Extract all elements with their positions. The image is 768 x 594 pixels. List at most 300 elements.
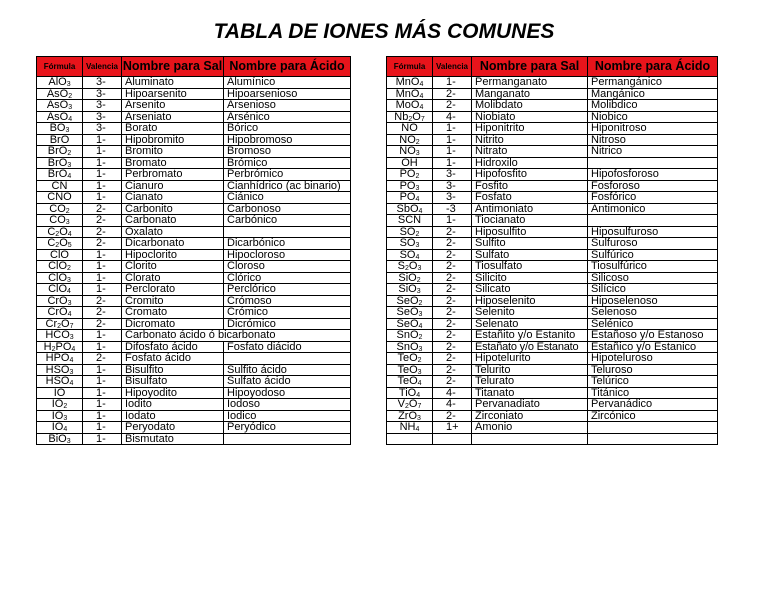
- nombre-sal-cell: Hipotelurito: [472, 353, 588, 365]
- header-valencia: Valencia: [433, 57, 472, 77]
- table-row: [387, 284, 718, 296]
- formula-cell: CNO: [37, 192, 83, 204]
- nombre-sal-cell: Hiponitrito: [472, 123, 588, 135]
- nombre-acido-cell: Cloroso: [224, 261, 351, 273]
- valencia-cell: 1-: [83, 364, 122, 376]
- table-row: [37, 353, 351, 365]
- nombre-acido-cell: Arsenioso: [224, 100, 351, 112]
- table-row: [37, 433, 351, 445]
- formula-cell: $PO_3$: [387, 180, 433, 192]
- table-row: [387, 318, 718, 330]
- nombre-acido-cell: Silícico: [588, 284, 718, 296]
- table-row: [387, 272, 718, 284]
- nombre-acido-cell: Telúrico: [588, 376, 718, 388]
- table-row: [387, 422, 718, 434]
- formula-cell: OH: [387, 157, 433, 169]
- nombre-sal-cell: Fosfato: [472, 192, 588, 204]
- formula-cell: $SO_4$: [387, 249, 433, 261]
- formula-cell: SnO$_2$: [387, 330, 433, 342]
- nombre-acido-cell: Ciánico: [224, 192, 351, 204]
- nombre-acido-cell: Selenoso: [588, 307, 718, 319]
- nombre-acido-cell: Niobico: [588, 111, 718, 123]
- valencia-cell: 1-: [433, 215, 472, 227]
- nombre-acido-cell: Hipobromoso: [224, 134, 351, 146]
- nombre-acido-cell: Perclórico: [224, 284, 351, 296]
- nombre-sal-cell: Peryodato: [122, 422, 224, 434]
- table-row: [37, 284, 351, 296]
- formula-cell: AsO$_4$: [37, 111, 83, 123]
- ion-table-right: [386, 56, 718, 445]
- nombre-sal-cell: Sulfato: [472, 249, 588, 261]
- nombre-acido-cell: Teluroso: [588, 364, 718, 376]
- valencia-cell: 2-: [433, 249, 472, 261]
- formula-cell: $V_2O_7$: [387, 399, 433, 411]
- formula-cell: SCN: [387, 215, 433, 227]
- valencia-cell: 1-: [83, 134, 122, 146]
- nombre-acido-cell: Dicarbónico: [224, 238, 351, 250]
- formula-cell: TiO$_4$: [387, 387, 433, 399]
- formula-cell: $PO_2$: [387, 169, 433, 181]
- valencia-cell: 1-: [83, 399, 122, 411]
- nombre-acido-cell: Titánico: [588, 387, 718, 399]
- nombre-acido-cell: Hiposulfuroso: [588, 226, 718, 238]
- nombre-sal-cell: Niobiato: [472, 111, 588, 123]
- formula-cell: SbO$_4$: [387, 203, 433, 215]
- valencia-cell: 2-: [433, 295, 472, 307]
- formula-cell: SeO$_4$: [387, 318, 433, 330]
- nombre-acido-cell: Hipofosforoso: [588, 169, 718, 181]
- formula-cell: $NO_2$: [387, 134, 433, 146]
- valencia-cell: 1-: [433, 134, 472, 146]
- table-row: [387, 77, 718, 89]
- nombre-acido-cell: Sulfúrico: [588, 249, 718, 261]
- valencia-cell: 2-: [433, 410, 472, 422]
- ion-table-left: [36, 56, 351, 445]
- table-row: [387, 157, 718, 169]
- valencia-cell: 2-: [83, 226, 122, 238]
- formula-cell: $S_2O_3$: [387, 261, 433, 273]
- valencia-cell: 2-: [83, 238, 122, 250]
- formula-cell: TeO$_3$: [387, 364, 433, 376]
- ion-table-left-body: [37, 77, 351, 445]
- nombre-acido-cell: Peryódico: [224, 422, 351, 434]
- formula-cell: $PO_4$: [387, 192, 433, 204]
- formula-cell: SiO$_2$: [387, 272, 433, 284]
- table-row: [37, 215, 351, 227]
- table-row: [37, 261, 351, 273]
- table-row: [387, 249, 718, 261]
- nombre-acido-cell: Iodico: [224, 410, 351, 422]
- valencia-cell: 2-: [433, 100, 472, 112]
- nombre-sal-cell: Dicromato: [122, 318, 224, 330]
- nombre-acido-cell: Sulfuroso: [588, 238, 718, 250]
- table-row: [37, 88, 351, 100]
- table-row: [37, 192, 351, 204]
- nombre-sal-cell: Cianato: [122, 192, 224, 204]
- table-row: [37, 307, 351, 319]
- table-row: [387, 169, 718, 181]
- valencia-cell: 1-: [83, 376, 122, 388]
- valencia-cell: 2-: [433, 88, 472, 100]
- formula-cell: $SO_3$: [387, 238, 433, 250]
- valencia-cell: 1-: [83, 330, 122, 342]
- formula-cell: CrO$_3$: [37, 295, 83, 307]
- formula-cell: ZrO$_3$: [387, 410, 433, 422]
- table-row: [387, 192, 718, 204]
- nombre-acido-cell: Fosfato diácido: [224, 341, 351, 353]
- nombre-sal-cell: Estañito y/o Estanito: [472, 330, 588, 342]
- formula-cell: $C_2O_4$: [37, 226, 83, 238]
- valencia-cell: 2-: [83, 307, 122, 319]
- formula-cell: AsO$_3$: [37, 100, 83, 112]
- valencia-cell: 2-: [433, 261, 472, 273]
- nombre-acido-cell: Hipoarsenioso: [224, 88, 351, 100]
- valencia-cell: [433, 433, 472, 445]
- nombre-acido-cell: Crómico: [224, 307, 351, 319]
- nombre-sal-cell: Hipoyodito: [122, 387, 224, 399]
- nombre-acido-cell: [588, 157, 718, 169]
- valencia-cell: 1-: [83, 433, 122, 445]
- table-row: [387, 399, 718, 411]
- nombre-acido-cell: Hipoyodoso: [224, 387, 351, 399]
- nombre-acido-cell: Mangánico: [588, 88, 718, 100]
- nombre-acido-cell: Crómoso: [224, 295, 351, 307]
- valencia-cell: 1-: [83, 157, 122, 169]
- nombre-sal-cell: Telurito: [472, 364, 588, 376]
- nombre-sal-cell: Molibdato: [472, 100, 588, 112]
- nombre-acido-cell: Fosfórico: [588, 192, 718, 204]
- valencia-cell: 2-: [83, 215, 122, 227]
- valencia-cell: -3: [433, 203, 472, 215]
- table-row: [37, 157, 351, 169]
- valencia-cell: 1-: [83, 180, 122, 192]
- nombre-sal-cell: Hiposelenito: [472, 295, 588, 307]
- nombre-acido-cell: Sulfito ácido: [224, 364, 351, 376]
- table-header-row: [37, 57, 351, 77]
- formula-cell: $IO_2$: [37, 399, 83, 411]
- nombre-sal-cell: Nitrito: [472, 134, 588, 146]
- formula-cell: $H_2PO_4$: [37, 341, 83, 353]
- table-row: [387, 307, 718, 319]
- formula-cell: SnO$_3$: [387, 341, 433, 353]
- table-row: [387, 261, 718, 273]
- nombre-acido-cell: Bromoso: [224, 146, 351, 158]
- nombre-acido-cell: Estañoso y/o Estanoso: [588, 330, 718, 342]
- valencia-cell: 1-: [83, 422, 122, 434]
- valencia-cell: 1-: [433, 77, 472, 89]
- valencia-cell: 3-: [433, 180, 472, 192]
- header-nombre-sal: Nombre para Sal: [472, 57, 588, 77]
- formula-cell: BrO$_2$: [37, 146, 83, 158]
- nombre-sal-cell: Selenato: [472, 318, 588, 330]
- table-row: [387, 353, 718, 365]
- valencia-cell: 2-: [83, 318, 122, 330]
- formula-cell: NO: [387, 123, 433, 135]
- formula-cell: BrO$_4$: [37, 169, 83, 181]
- table-row: [387, 215, 718, 227]
- formula-cell: AsO$_2$: [37, 88, 83, 100]
- valencia-cell: 2-: [433, 330, 472, 342]
- nombre-acido-cell: Arsénico: [224, 111, 351, 123]
- table-row: [37, 100, 351, 112]
- valencia-cell: 2-: [433, 272, 472, 284]
- nombre-sal-cell: Silicito: [472, 272, 588, 284]
- nombre-acido-cell: Perbrómico: [224, 169, 351, 181]
- table-row: [37, 169, 351, 181]
- formula-cell: TeO$_2$: [387, 353, 433, 365]
- formula-cell: MoO$_4$: [387, 100, 433, 112]
- nombre-sal-cell: Estañato y/o Estanato: [472, 341, 588, 353]
- valencia-cell: 3-: [83, 123, 122, 135]
- formula-cell: ClO$_4$: [37, 284, 83, 296]
- valencia-cell: 1-: [83, 192, 122, 204]
- valencia-cell: 1-: [83, 249, 122, 261]
- nombre-sal-cell: Tiocianato: [472, 215, 588, 227]
- valencia-cell: 1-: [83, 341, 122, 353]
- valencia-cell: 1-: [83, 387, 122, 399]
- formula-cell: $IO_4$: [37, 422, 83, 434]
- table-row: [37, 203, 351, 215]
- table-row: [387, 330, 718, 342]
- nombre-acido-cell: Brómico: [224, 157, 351, 169]
- nombre-sal-cell: Manganato: [472, 88, 588, 100]
- nombre-acido-cell: Bórico: [224, 123, 351, 135]
- formula-cell: SeO$_2$: [387, 295, 433, 307]
- nombre-acido-cell: Clórico: [224, 272, 351, 284]
- nombre-acido-cell: Zircónico: [588, 410, 718, 422]
- valencia-cell: 2-: [83, 203, 122, 215]
- nombre-sal-cell: Cromato: [122, 307, 224, 319]
- nombre-acido-cell: Hipocloroso: [224, 249, 351, 261]
- nombre-acido-cell: [224, 433, 351, 445]
- nombre-sal-cell: Iodito: [122, 399, 224, 411]
- nombre-sal-cell: Bismutato: [122, 433, 224, 445]
- table-row: [387, 180, 718, 192]
- table-row: [37, 134, 351, 146]
- nombre-sal-cell: Bromito: [122, 146, 224, 158]
- table-row: [37, 399, 351, 411]
- formula-cell: AlO$_3$: [37, 77, 83, 89]
- formula-cell: ClO$_2$: [37, 261, 83, 273]
- table-row: [387, 146, 718, 158]
- formula-cell: BiO$_3$: [37, 433, 83, 445]
- table-row: [37, 364, 351, 376]
- formula-cell: ClO$_3$: [37, 272, 83, 284]
- header-valencia: Valencia: [83, 57, 122, 77]
- nombre-sal-cell: Hidroxilo: [472, 157, 588, 169]
- nombre-acido-cell: Selénico: [588, 318, 718, 330]
- nombre-sal-cell: Hiposulfito: [472, 226, 588, 238]
- valencia-cell: 2-: [433, 376, 472, 388]
- valencia-cell: 3-: [83, 100, 122, 112]
- table-row: [387, 134, 718, 146]
- formula-cell: CrO$_4$: [37, 307, 83, 319]
- table-row: [37, 272, 351, 284]
- valencia-cell: 2-: [433, 238, 472, 250]
- nombre-sal-cell: Silicato: [472, 284, 588, 296]
- table-row: [387, 433, 718, 445]
- ion-table-right-body: [387, 77, 718, 445]
- nombre-acido-cell: Carbonoso: [224, 203, 351, 215]
- nombre-sal-cell: Amonio: [472, 422, 588, 434]
- formula-cell: $C_2O_5$: [37, 238, 83, 250]
- valencia-cell: 1+: [433, 422, 472, 434]
- header-nombre-sal: Nombre para Sal: [122, 57, 224, 77]
- formula-cell: SiO$_3$: [387, 284, 433, 296]
- table-row: [37, 376, 351, 388]
- page-title: TABLA DE IONES MÁS COMUNES: [213, 20, 555, 43]
- table-row: [37, 249, 351, 261]
- valencia-cell: 3-: [433, 169, 472, 181]
- nombre-sal-cell: Perclorato: [122, 284, 224, 296]
- nombre-acido-cell: [224, 226, 351, 238]
- formula-cell: $HSO_4$: [37, 376, 83, 388]
- nombre-sal-cell: Clorito: [122, 261, 224, 273]
- formula-cell: $NH_4$: [387, 422, 433, 434]
- formula-cell: $Cr_2O_7$: [37, 318, 83, 330]
- nombre-sal-cell: Zirconiato: [472, 410, 588, 422]
- table-row: [387, 364, 718, 376]
- nombre-sal-cell: Nitrato: [472, 146, 588, 158]
- nombre-sal-cell: Cianuro: [122, 180, 224, 192]
- formula-cell: IO: [37, 387, 83, 399]
- nombre-sal-cell: Clorato: [122, 272, 224, 284]
- header-formula: Fórmula: [37, 57, 83, 77]
- table-row: [387, 410, 718, 422]
- header-nombre-acido: Nombre para Ácido: [588, 57, 718, 77]
- valencia-cell: 2-: [433, 318, 472, 330]
- nombre-sal-cell: Bisulfato: [122, 376, 224, 388]
- table-row: [37, 330, 351, 342]
- nombre-acido-cell: [588, 215, 718, 227]
- nombre-sal-cell: Hipoclorito: [122, 249, 224, 261]
- nombre-sal-cell: Fosfato ácido: [122, 353, 224, 365]
- valencia-cell: 2-: [433, 284, 472, 296]
- formula-cell: [387, 433, 433, 445]
- nombre-sal-cell: Iodato: [122, 410, 224, 422]
- valencia-cell: 1-: [433, 146, 472, 158]
- formula-cell: $CO_2$: [37, 203, 83, 215]
- table-header-row: [387, 57, 718, 77]
- nombre-acido-cell: Tiosulfúrico: [588, 261, 718, 273]
- table-row: [37, 77, 351, 89]
- nombre-acido-cell: [224, 353, 351, 365]
- nombre-sal-cell: Carbonato ácido ó bicarbonato: [122, 330, 351, 342]
- nombre-acido-cell: Hiponitroso: [588, 123, 718, 135]
- table-row: [387, 123, 718, 135]
- valencia-cell: 2-: [433, 307, 472, 319]
- nombre-sal-cell: Carbonito: [122, 203, 224, 215]
- valencia-cell: 2-: [83, 295, 122, 307]
- table-row: [387, 341, 718, 353]
- nombre-acido-cell: Nitroso: [588, 134, 718, 146]
- valencia-cell: 1-: [83, 284, 122, 296]
- valencia-cell: 1-: [433, 157, 472, 169]
- table-row: [387, 295, 718, 307]
- formula-cell: MnO$_4$: [387, 77, 433, 89]
- nombre-acido-cell: Antimonico: [588, 203, 718, 215]
- nombre-sal-cell: Carbonato: [122, 215, 224, 227]
- formula-cell: $IO_3$: [37, 410, 83, 422]
- nombre-acido-cell: Nitrico: [588, 146, 718, 158]
- table-row: [37, 341, 351, 353]
- header-nombre-acido: Nombre para Ácido: [224, 57, 351, 77]
- valencia-cell: 1-: [433, 123, 472, 135]
- table-row: [37, 387, 351, 399]
- formula-cell: $HSO_3$: [37, 364, 83, 376]
- valencia-cell: 1-: [83, 261, 122, 273]
- table-row: [37, 295, 351, 307]
- formula-cell: CN: [37, 180, 83, 192]
- nombre-sal-cell: Arseniato: [122, 111, 224, 123]
- nombre-sal-cell: Hipofosfito: [472, 169, 588, 181]
- valencia-cell: 1-: [83, 169, 122, 181]
- valencia-cell: 2-: [433, 226, 472, 238]
- nombre-acido-cell: Alumínico: [224, 77, 351, 89]
- valencia-cell: 4-: [433, 387, 472, 399]
- nombre-sal-cell: Titanato: [472, 387, 588, 399]
- nombre-sal-cell: Arsenito: [122, 100, 224, 112]
- nombre-acido-cell: Sulfato ácido: [224, 376, 351, 388]
- table-row: [37, 146, 351, 158]
- table-row: [37, 422, 351, 434]
- nombre-sal-cell: Telurato: [472, 376, 588, 388]
- nombre-acido-cell: Estañico y/o Estanico: [588, 341, 718, 353]
- nombre-sal-cell: Permanganato: [472, 77, 588, 89]
- table-row: [387, 226, 718, 238]
- table-row: [387, 111, 718, 123]
- nombre-sal-cell: Aluminato: [122, 77, 224, 89]
- nombre-acido-cell: Silicoso: [588, 272, 718, 284]
- formula-cell: $CO_3$: [37, 215, 83, 227]
- valencia-cell: 4-: [433, 111, 472, 123]
- formula-cell: SeO$_3$: [387, 307, 433, 319]
- valencia-cell: 3-: [433, 192, 472, 204]
- nombre-sal-cell: Sulfito: [472, 238, 588, 250]
- nombre-acido-cell: Permangánico: [588, 77, 718, 89]
- table-row: [37, 318, 351, 330]
- table-row: [387, 203, 718, 215]
- table-row: [37, 123, 351, 135]
- nombre-acido-cell: Molibdico: [588, 100, 718, 112]
- valencia-cell: 2-: [433, 341, 472, 353]
- formula-cell: TeO$_4$: [387, 376, 433, 388]
- header-formula: Fórmula: [387, 57, 433, 77]
- valencia-cell: 3-: [83, 77, 122, 89]
- nombre-acido-cell: [588, 422, 718, 434]
- nombre-sal-cell: Hipoarsenito: [122, 88, 224, 100]
- nombre-sal-cell: [472, 433, 588, 445]
- formula-cell: $BO_3$: [37, 123, 83, 135]
- valencia-cell: 2-: [433, 364, 472, 376]
- table-row: [387, 88, 718, 100]
- table-row: [37, 410, 351, 422]
- nombre-acido-cell: Dicrómico: [224, 318, 351, 330]
- nombre-acido-cell: Hipoteluroso: [588, 353, 718, 365]
- nombre-acido-cell: Iodoso: [224, 399, 351, 411]
- nombre-sal-cell: Bromato: [122, 157, 224, 169]
- nombre-sal-cell: Fosfito: [472, 180, 588, 192]
- nombre-sal-cell: Perbromato: [122, 169, 224, 181]
- nombre-sal-cell: Bisulfito: [122, 364, 224, 376]
- nombre-acido-cell: [588, 433, 718, 445]
- table-row: [387, 376, 718, 388]
- valencia-cell: 3-: [83, 111, 122, 123]
- valencia-cell: 2-: [433, 353, 472, 365]
- nombre-acido-cell: Carbónico: [224, 215, 351, 227]
- table-row: [387, 238, 718, 250]
- nombre-sal-cell: Tiosulfato: [472, 261, 588, 273]
